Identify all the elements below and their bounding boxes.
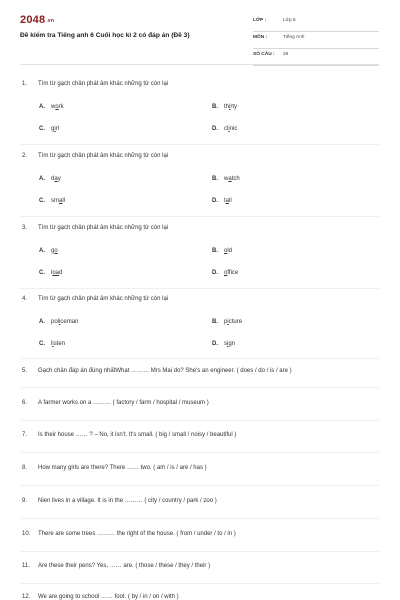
question-number: 12.: [22, 594, 31, 600]
document-title: Đề kiểm tra Tiếng anh 6 Cuối học kì 2 có đáp án (Đề 3): [20, 32, 190, 39]
question-divider: [20, 144, 379, 145]
meta-value: Tiếng Anh: [283, 35, 305, 40]
option-d[interactable]: D. sign: [212, 341, 236, 347]
option-b[interactable]: B. old: [212, 248, 233, 254]
meta-value: 26: [283, 52, 289, 57]
option-a[interactable]: A. go: [39, 248, 58, 254]
question-text: We are going to school …… foot. ( by / in / on / with ): [38, 594, 179, 600]
question-divider: [20, 452, 379, 453]
question-text: There are some trees ……… the right of the house. ( from / under / to / in ): [38, 531, 236, 537]
question-text: Tìm từ gạch chân phát âm khác những từ còn lại: [38, 225, 169, 231]
option-b[interactable]: B. watch: [212, 176, 240, 182]
question-text: How many girls are there? There …… two. ( am / is / are / has ): [38, 465, 207, 471]
question-number: 7.: [22, 432, 28, 438]
logo-text: 2048: [20, 14, 46, 26]
meta-label: LỚP :: [253, 18, 267, 23]
question-number: 9.: [22, 498, 28, 504]
option-d[interactable]: D. office: [212, 270, 239, 276]
option-a[interactable]: A. policeman: [39, 319, 79, 325]
question-number: 5.: [22, 368, 28, 374]
question-text: Tìm từ gạch chân phát âm khác những từ còn lại: [38, 296, 169, 302]
option-b[interactable]: B. picture: [212, 319, 243, 325]
meta-row-class: [253, 15, 379, 32]
question-divider: [20, 358, 379, 359]
question-number: 3.: [22, 225, 28, 231]
option-a[interactable]: A. work: [39, 104, 64, 110]
question-divider: [20, 288, 379, 289]
question-divider: [20, 420, 379, 421]
question-text: Are these their pens? Yes, …… are. ( those / these / they / their ): [38, 563, 211, 569]
question-number: 2.: [22, 153, 28, 159]
question-text: Tìm từ gạch chân phát âm khác những từ còn lại: [38, 81, 169, 87]
question-text: A farmer works on a ……… ( factory / farm / hospital / museum ): [38, 400, 209, 406]
meta-value: Lớp 6: [283, 18, 296, 23]
site-logo[interactable]: [20, 14, 54, 26]
question-text: Tìm từ gạch chân phát âm khác những từ còn lại: [38, 153, 169, 159]
option-d[interactable]: D. clinic: [212, 126, 238, 132]
question-divider: [20, 583, 379, 584]
option-c[interactable]: C. load: [39, 270, 63, 276]
option-c[interactable]: C. listen: [39, 341, 66, 347]
meta-label: SỐ CÂU :: [253, 52, 275, 57]
question-number: 1.: [22, 81, 28, 87]
question-divider: [20, 551, 379, 552]
question-number: 11.: [22, 563, 30, 569]
document-header: [0, 0, 400, 70]
option-a[interactable]: A. day: [39, 176, 61, 182]
question-number: 8.: [22, 465, 28, 471]
question-number: 4.: [22, 296, 28, 302]
question-divider: [20, 216, 379, 217]
question-number: 6.: [22, 400, 28, 406]
option-d[interactable]: D. tall: [212, 198, 232, 204]
logo-suffix: .vn: [46, 18, 55, 24]
question-number: 10.: [22, 531, 31, 537]
meta-info: [253, 15, 379, 66]
meta-label: MÔN :: [253, 35, 268, 40]
question-text: Gạch chân đáp án đúng nhấtWhat ……… Mrs Mai do? She's an engineer. ( does / do / is / are ): [38, 368, 292, 374]
question-divider: [20, 485, 379, 486]
question-divider: [20, 387, 379, 388]
option-b[interactable]: B. thirty: [212, 104, 238, 110]
question-text: Is their house …… ? – No, it isn't. It's small. ( big / small / noisy / beautiful ): [38, 432, 237, 438]
option-c[interactable]: C. small: [39, 198, 66, 204]
header-divider: [20, 64, 379, 65]
option-c[interactable]: C. girl: [39, 126, 60, 132]
meta-row-subject: [253, 32, 379, 49]
question-divider: [20, 518, 379, 519]
question-text: Nien lives in a village. It is in the ……… ( city / country / park / zoo ): [38, 498, 217, 504]
